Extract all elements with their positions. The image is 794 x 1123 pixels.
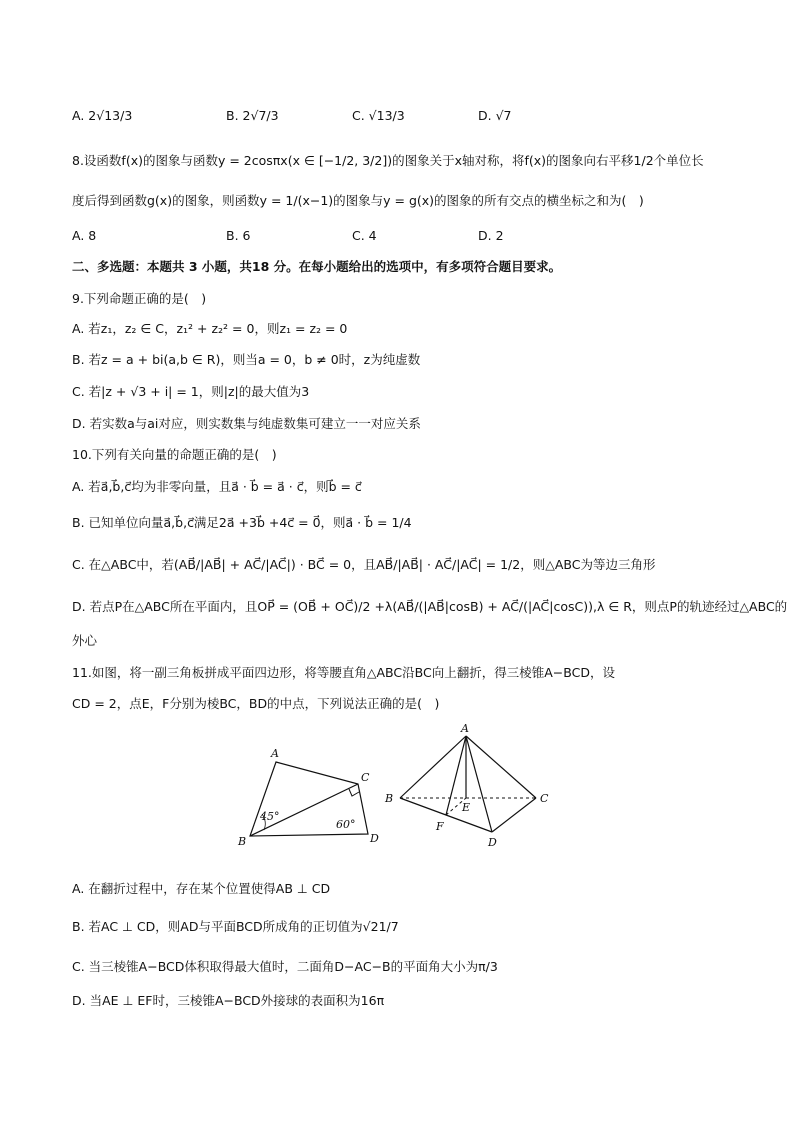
q10-option-c: C. 在△ABC中，若(AB⃗/|AB⃗| + AC⃗/|AC⃗|) · BC⃗ = 0，且AB⃗/|AB⃗| · AC⃗/|AC⃗| = 1/2，则△ABC为等边三角形 bbox=[72, 557, 656, 572]
q8-option-b: B. 6 bbox=[226, 228, 251, 243]
fig2-label-b: B bbox=[385, 792, 394, 805]
q7-option-d: D. √7 bbox=[478, 108, 512, 123]
q8-stem-line1: 8.设函数f(x)的图象与函数y = 2cosπx(x ∈ [−1/2, 3/2])的图象关于x轴对称，将f(x)的图象向右平移1/2个单位长 bbox=[72, 153, 704, 168]
q9-stem: 9.下列命题正确的是( ) bbox=[72, 291, 207, 306]
q11-stem-line2: CD = 2，点E，F分别为棱BC，BD的中点，下列说法正确的是( ) bbox=[72, 696, 440, 711]
fig1-label-d: D bbox=[370, 832, 379, 845]
q7-options bbox=[72, 108, 712, 128]
section-heading-multiple-choice: 二、多选题：本题共 3 小题，共18 分。在每小题给出的选项中，有多项符合题目要求。 bbox=[72, 259, 562, 274]
q8-options bbox=[72, 228, 712, 248]
q9-option-d: D. 若实数a与ai对应，则实数集与纯虚数集可建立一一对应关系 bbox=[72, 416, 421, 431]
q9-option-b: B. 若z = a + bi(a,b ∈ R)，则当a = 0，b ≠ 0时，z为纯虚数 bbox=[72, 352, 421, 367]
q10-option-b: B. 已知单位向量a⃗,b⃗,c⃗满足2a⃗ +3b⃗ +4c⃗ = 0⃗，则a⃗ · b⃗ = 1/4 bbox=[72, 515, 412, 530]
q10-stem: 10.下列有关向量的命题正确的是( ) bbox=[72, 447, 277, 462]
fig1-label-c: C bbox=[361, 771, 370, 784]
fig2-label-d: D bbox=[488, 836, 497, 849]
fig2-label-a: A bbox=[461, 722, 469, 735]
fig1-angle-45: 45° bbox=[260, 810, 280, 823]
fig1-label-b: B bbox=[238, 835, 247, 848]
figure-planar-quadrilateral bbox=[228, 744, 388, 848]
q7-option-c: C. √13/3 bbox=[352, 108, 405, 123]
q8-option-d: D. 2 bbox=[478, 228, 504, 243]
fig2-label-c: C bbox=[540, 792, 549, 805]
q8-stem-line2: 度后得到函数g(x)的图象，则函数y = 1/(x−1)的图象与y = g(x)的图象的所有交点的横坐标之和为( ) bbox=[72, 193, 644, 208]
fig1-angle-60: 60° bbox=[336, 818, 356, 831]
q10-option-a: A. 若a⃗,b⃗,c⃗均为非零向量，且a⃗ · b⃗ = a⃗ · c⃗，则b⃗ = c⃗ bbox=[72, 479, 362, 494]
q11-option-c: C. 当三棱锥A−BCD体积取得最大值时，二面角D−AC−B的平面角大小为π/3 bbox=[72, 959, 498, 974]
q7-option-b: B. 2√7/3 bbox=[226, 108, 279, 123]
fig2-label-f: F bbox=[436, 820, 444, 833]
q11-option-a: A. 在翻折过程中，存在某个位置使得AB ⊥ CD bbox=[72, 881, 331, 896]
fig2-label-e: E bbox=[462, 801, 471, 814]
q10-option-d-continuation: 外心 bbox=[72, 633, 98, 648]
q7-option-a: A. 2√13/3 bbox=[72, 108, 133, 123]
q9-option-c: C. 若|z + √3 + i| = 1，则|z|的最大值为3 bbox=[72, 384, 310, 399]
fig1-label-a: A bbox=[271, 747, 279, 760]
q11-option-d: D. 当AE ⊥ EF时，三棱锥A−BCD外接球的表面积为16π bbox=[72, 993, 385, 1008]
q8-option-a: A. 8 bbox=[72, 228, 97, 243]
q11-option-b: B. 若AC ⊥ CD，则AD与平面BCD所成角的正切值为√21/7 bbox=[72, 919, 399, 934]
q8-option-c: C. 4 bbox=[352, 228, 377, 243]
figure-triangular-pyramid bbox=[380, 722, 570, 852]
q10-option-d: D. 若点P在△ABC所在平面内，且OP⃗ = (OB⃗ + OC⃗)/2 +λ(AB⃗/(|AB⃗|cosB) + AC⃗/(|AC⃗|cosC)),λ ∈ R，则点P的轨迹经过△ABC的 bbox=[72, 599, 788, 614]
q9-option-a: A. 若z₁，z₂ ∈ C，z₁² + z₂² = 0，则z₁ = z₂ = 0 bbox=[72, 321, 348, 336]
q11-stem-line1: 11.如图，将一副三角板拼成平面四边形，将等腰直角△ABC沿BC向上翻折，得三棱锥A−BCD，设 bbox=[72, 665, 615, 680]
